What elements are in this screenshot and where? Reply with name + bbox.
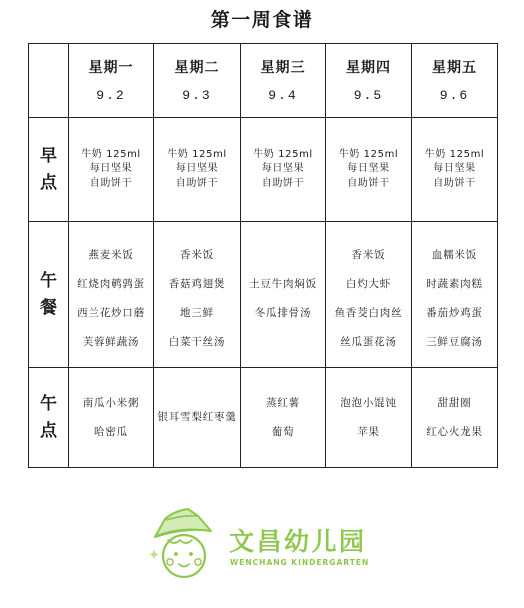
meal-cell	[412, 118, 498, 222]
day-name: 星期三	[260, 60, 306, 76]
menu-item: 西兰花炒口蘑	[77, 306, 145, 319]
menu-item: 血糯米饭	[431, 248, 478, 261]
day-name: 星期一	[88, 60, 134, 76]
menu-item: 芙蓉鲜蔬汤	[82, 335, 140, 348]
day-date: 9.2	[96, 88, 126, 103]
menu-item: 冬瓜排骨汤	[254, 306, 312, 319]
menu-item: 牛奶 125ml	[338, 148, 399, 160]
menu-item: 每日坚果	[175, 163, 219, 175]
menu-item: 哈密瓜	[94, 425, 128, 438]
meal-cell	[154, 118, 241, 222]
menu-item: 银耳雪梨红枣羹	[157, 411, 237, 423]
row-label-char: 午	[40, 393, 57, 414]
meal-cell	[412, 368, 498, 468]
menu-item: 丝瓜蛋花汤	[340, 335, 397, 348]
day-date: 9.6	[439, 88, 470, 103]
menu-item: 番茄炒鸡蛋	[426, 306, 483, 319]
day-header-cell	[241, 44, 326, 118]
row-label-char: 点	[40, 420, 57, 441]
row-label-snack	[29, 368, 69, 468]
row-label-char: 早	[40, 145, 57, 166]
menu-item: 自助饼干	[433, 177, 476, 189]
menu-title: 第一周食谱	[210, 9, 314, 31]
snack-row	[29, 368, 498, 468]
menu-item: 牛奶 125ml	[81, 148, 141, 160]
meal-cell	[69, 118, 154, 222]
menu-item: 葡萄	[271, 425, 295, 438]
menu-item: 香菇鸡翅煲	[168, 277, 226, 290]
day-name: 星期四	[346, 60, 391, 76]
menu-item: 白菜干丝汤	[168, 335, 226, 348]
menu-table	[28, 43, 498, 468]
meal-cell	[241, 118, 326, 222]
row-label-char: 点	[40, 172, 57, 193]
meal-cell	[326, 222, 412, 368]
menu-item: 燕麦米饭	[88, 248, 134, 261]
meal-cell	[241, 222, 326, 368]
meal-cell	[241, 368, 326, 468]
menu-item: 甜甜圈	[437, 396, 472, 409]
day-name: 星期二	[174, 60, 220, 76]
menu-item: 时蔬素肉糕	[426, 277, 483, 290]
menu-item: 牛奶 125ml	[167, 148, 227, 160]
header-row	[29, 44, 498, 118]
menu-item: 蒸红薯	[266, 396, 300, 409]
kindergarten-name-cn: 文昌幼儿园	[229, 527, 367, 556]
meal-cell	[69, 222, 154, 368]
menu-item: 三鲜豆腐汤	[426, 335, 483, 348]
meal-cell	[69, 368, 154, 468]
day-name: 星期五	[432, 60, 477, 76]
menu-item: 每日坚果	[347, 163, 390, 175]
menu-item: 香米饭	[180, 248, 214, 261]
menu-item: 鱼香茭白肉丝	[334, 306, 403, 319]
menu-item: 自助饼干	[89, 177, 133, 189]
meal-cell	[154, 368, 241, 468]
menu-item: 泡泡小馄饨	[340, 396, 397, 409]
kindergarten-name-en: WENCHANG KINDERGARTEN	[230, 558, 370, 567]
logo-eye-left	[174, 552, 178, 556]
menu-item: 红心火龙果	[426, 425, 483, 438]
row-label-breakfast	[29, 118, 69, 222]
menu-item: 牛奶 125ml	[424, 148, 485, 160]
breakfast-row	[29, 118, 498, 222]
menu-item: 自助饼干	[347, 177, 390, 189]
menu-item: 每日坚果	[433, 163, 476, 175]
logo-sparkle	[150, 550, 159, 559]
day-date: 9.3	[182, 88, 212, 103]
menu-item: 自助饼干	[261, 177, 305, 189]
menu-item: 土豆牛肉焖饭	[249, 277, 317, 290]
menu-item: 苹果	[357, 425, 380, 438]
row-label-char: 午	[40, 270, 57, 291]
menu-item: 自助饼干	[175, 177, 219, 189]
menu-item: 每日坚果	[261, 163, 305, 175]
day-header-cell	[69, 44, 154, 118]
menu-item: 牛奶 125ml	[253, 148, 313, 160]
lunch-row	[29, 222, 498, 368]
meal-cell	[326, 368, 412, 468]
menu-item: 地三鲜	[180, 306, 214, 319]
meal-cell	[326, 118, 412, 222]
child-face-hat-icon	[148, 506, 220, 582]
menu-item: 红烧肉鹌鹑蛋	[77, 277, 145, 290]
menu-item: 白灼大虾	[345, 277, 392, 290]
row-label-lunch	[29, 222, 69, 368]
menu-item: 每日坚果	[89, 163, 133, 175]
day-header-cell	[154, 44, 241, 118]
day-header-cell	[326, 44, 412, 118]
meal-cell	[412, 222, 498, 368]
row-label-char: 餐	[40, 297, 57, 318]
logo-eye-right	[189, 552, 193, 556]
menu-item: 南瓜小米粥	[82, 396, 140, 409]
day-header-cell	[412, 44, 498, 118]
header-corner-cell	[29, 44, 69, 118]
menu-item: 香米饭	[351, 248, 386, 261]
day-date: 9.4	[268, 88, 298, 103]
day-date: 9.5	[353, 88, 384, 103]
meal-cell	[154, 222, 241, 368]
